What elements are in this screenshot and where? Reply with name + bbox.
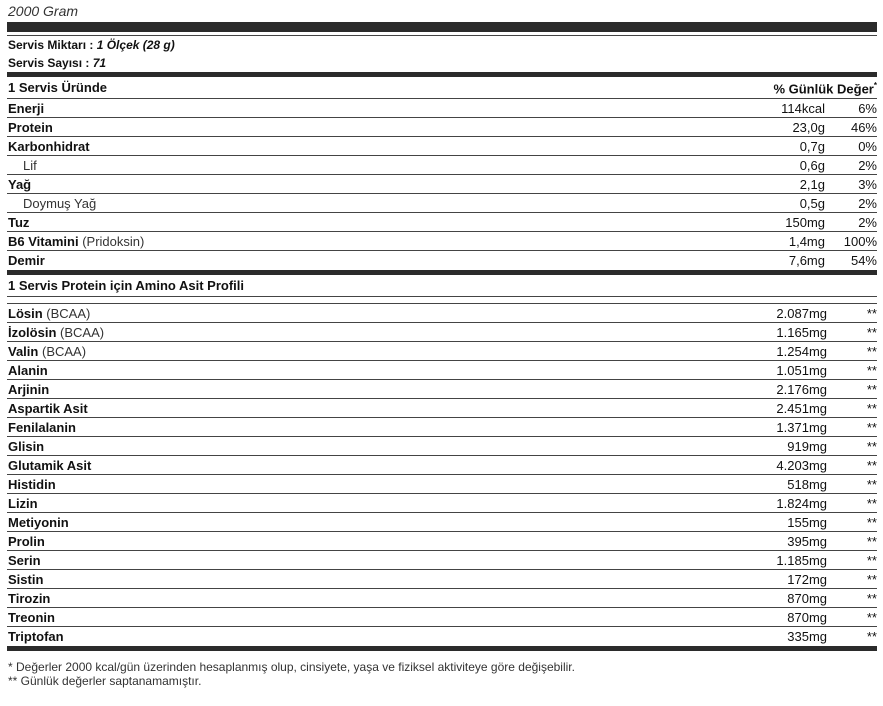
row-name: Metiyonin xyxy=(8,514,69,530)
amino-row xyxy=(7,323,877,342)
row-amount: 335mg xyxy=(787,629,827,644)
amino-header xyxy=(7,275,877,297)
row-name: Glisin xyxy=(8,438,45,454)
nutrient-row xyxy=(7,118,877,137)
row-name: Sistin xyxy=(8,571,44,587)
amino-row xyxy=(7,418,877,437)
row-daily-value: 3% xyxy=(858,176,877,192)
package-weight: 2000 Gram xyxy=(8,3,79,19)
nutrients-header-title: 1 Servis Üründe xyxy=(8,79,107,95)
row-amount: 395mg xyxy=(787,533,827,549)
row-daily-value: ** xyxy=(866,324,877,340)
row-amount: 919mg xyxy=(787,438,827,454)
row-name: Lif xyxy=(23,157,37,173)
amino-row xyxy=(7,342,877,361)
row-daily-value: ** xyxy=(866,629,877,644)
row-amount: 0,6g xyxy=(799,157,825,173)
amino-row xyxy=(7,494,877,513)
row-name: Serin xyxy=(8,552,41,568)
row-amount: 1.371mg xyxy=(776,419,827,435)
row-amount: 4.203mg xyxy=(776,457,827,473)
row-amount: 2.176mg xyxy=(776,381,827,397)
nutrient-row xyxy=(7,137,877,156)
nutrient-row xyxy=(7,194,877,213)
row-daily-value: ** xyxy=(866,609,877,625)
nutrient-row xyxy=(7,99,877,118)
row-amount: 0,5g xyxy=(799,195,825,211)
row-amount: 155mg xyxy=(787,514,827,530)
row-name: B6 Vitamini (Pridoksin) xyxy=(8,233,145,249)
row-daily-value: ** xyxy=(866,495,877,511)
nutrient-row xyxy=(7,213,877,232)
row-name: Tuz xyxy=(8,214,30,230)
row-daily-value: ** xyxy=(866,514,877,530)
row-daily-value: ** xyxy=(866,552,877,568)
daily-value-header: % Günlük Değer* xyxy=(773,80,877,97)
row-daily-value: 0% xyxy=(858,138,877,154)
row-note: (BCAA) xyxy=(46,305,91,321)
row-amount: 1.824mg xyxy=(776,495,827,511)
row-daily-value: 6% xyxy=(858,100,877,116)
row-daily-value: ** xyxy=(866,457,877,473)
row-amount: 518mg xyxy=(787,476,827,492)
amino-row xyxy=(7,304,877,323)
row-daily-value: ** xyxy=(866,400,877,416)
amino-row xyxy=(7,532,877,551)
amino-header-title: 1 Servis Protein için Amino Asit Profili xyxy=(8,277,244,293)
row-name: Enerji xyxy=(8,100,45,116)
row-amount: 7,6mg xyxy=(788,253,825,268)
row-amount: 114kcal xyxy=(781,100,825,116)
row-amount: 1.185mg xyxy=(776,552,827,568)
row-note: (BCAA) xyxy=(41,343,87,359)
row-daily-value: ** xyxy=(866,590,877,606)
row-name: Lösin (BCAA) xyxy=(8,305,91,321)
row-amount: 2,1g xyxy=(799,176,825,192)
row-name: Valin (BCAA) xyxy=(8,343,87,359)
row-name: Triptofan xyxy=(8,629,64,644)
nutrients-header xyxy=(7,77,877,99)
nutrition-panel xyxy=(7,22,877,651)
row-note: (BCAA) xyxy=(60,324,105,340)
nutrient-row xyxy=(7,251,877,270)
servings-per-container: Servis Sayısı : 71 xyxy=(8,56,107,70)
row-amount: 172mg xyxy=(787,571,827,587)
row-amount: 1.254mg xyxy=(776,343,827,359)
row-amount: 1.051mg xyxy=(776,362,827,378)
serving-size: Servis Miktarı : 1 Ölçek (28 g) xyxy=(8,38,175,52)
row-daily-value: ** xyxy=(866,533,877,549)
row-name: Lizin xyxy=(8,495,38,511)
amino-row xyxy=(7,380,877,399)
row-name: Prolin xyxy=(8,533,45,549)
row-amount: 2.087mg xyxy=(776,305,827,321)
amino-row xyxy=(7,399,877,418)
row-daily-value: ** xyxy=(866,419,877,435)
amino-row xyxy=(7,627,877,646)
row-daily-value: 2% xyxy=(858,157,877,173)
row-amount: 870mg xyxy=(787,590,827,606)
amino-row xyxy=(7,551,877,570)
nutrient-row xyxy=(7,175,877,194)
divider-bottom xyxy=(7,646,877,651)
row-daily-value: 2% xyxy=(858,214,877,230)
row-amount: 150mg xyxy=(785,214,825,230)
row-daily-value: ** xyxy=(866,305,877,321)
amino-row xyxy=(7,608,877,627)
amino-row xyxy=(7,570,877,589)
amino-row xyxy=(7,361,877,380)
amino-row xyxy=(7,475,877,494)
footnote-not-established: ** Günlük değerler saptanamamıştır. xyxy=(8,674,202,688)
footnote-daily-value: * Değerler 2000 kcal/gün üzerinden hesaplanmış olup, cinsiyete, yaşa ve fiziksel aktiviteye göre değişebilir. xyxy=(8,660,575,674)
row-name: Yağ xyxy=(8,176,32,192)
row-amount: 23,0g xyxy=(792,119,825,135)
amino-list xyxy=(7,304,877,646)
row-daily-value: 54% xyxy=(850,253,877,268)
row-name: Fenilalanin xyxy=(8,419,76,435)
row-amount: 1.165mg xyxy=(776,324,827,340)
row-name: Tirozin xyxy=(8,590,51,606)
row-name: Aspartik Asit xyxy=(8,400,88,416)
footnotes xyxy=(8,660,575,688)
amino-row xyxy=(7,456,877,475)
row-name: İzolösin (BCAA) xyxy=(8,324,105,340)
row-name: Histidin xyxy=(8,476,56,492)
nutrient-row xyxy=(7,232,877,251)
nutrient-row xyxy=(7,156,877,175)
row-name: Alanin xyxy=(8,362,48,378)
row-name: Treonin xyxy=(8,609,55,625)
row-amount: 870mg xyxy=(787,609,827,625)
row-name: Demir xyxy=(8,253,45,268)
row-note: (Pridoksin) xyxy=(82,233,145,249)
row-name: Protein xyxy=(8,119,53,135)
row-daily-value: ** xyxy=(866,381,877,397)
row-name: Karbonhidrat xyxy=(8,138,90,154)
row-daily-value: ** xyxy=(866,571,877,587)
row-daily-value: ** xyxy=(866,362,877,378)
row-daily-value: 2% xyxy=(858,195,877,211)
row-amount: 2.451mg xyxy=(776,400,827,416)
amino-row xyxy=(7,589,877,608)
row-daily-value: 100% xyxy=(843,233,877,249)
amino-row xyxy=(7,437,877,456)
nutrient-list xyxy=(7,99,877,270)
divider-thick xyxy=(7,22,877,32)
row-amount: 0,7g xyxy=(799,138,825,154)
row-amount: 1,4mg xyxy=(788,233,825,249)
row-daily-value: ** xyxy=(866,476,877,492)
row-daily-value: 46% xyxy=(850,119,877,135)
row-daily-value: ** xyxy=(866,438,877,454)
row-name: Glutamik Asit xyxy=(8,457,92,473)
row-name: Arjinin xyxy=(8,381,50,397)
amino-row xyxy=(7,513,877,532)
row-daily-value: ** xyxy=(866,343,877,359)
row-name: Doymuş Yağ xyxy=(23,195,97,211)
